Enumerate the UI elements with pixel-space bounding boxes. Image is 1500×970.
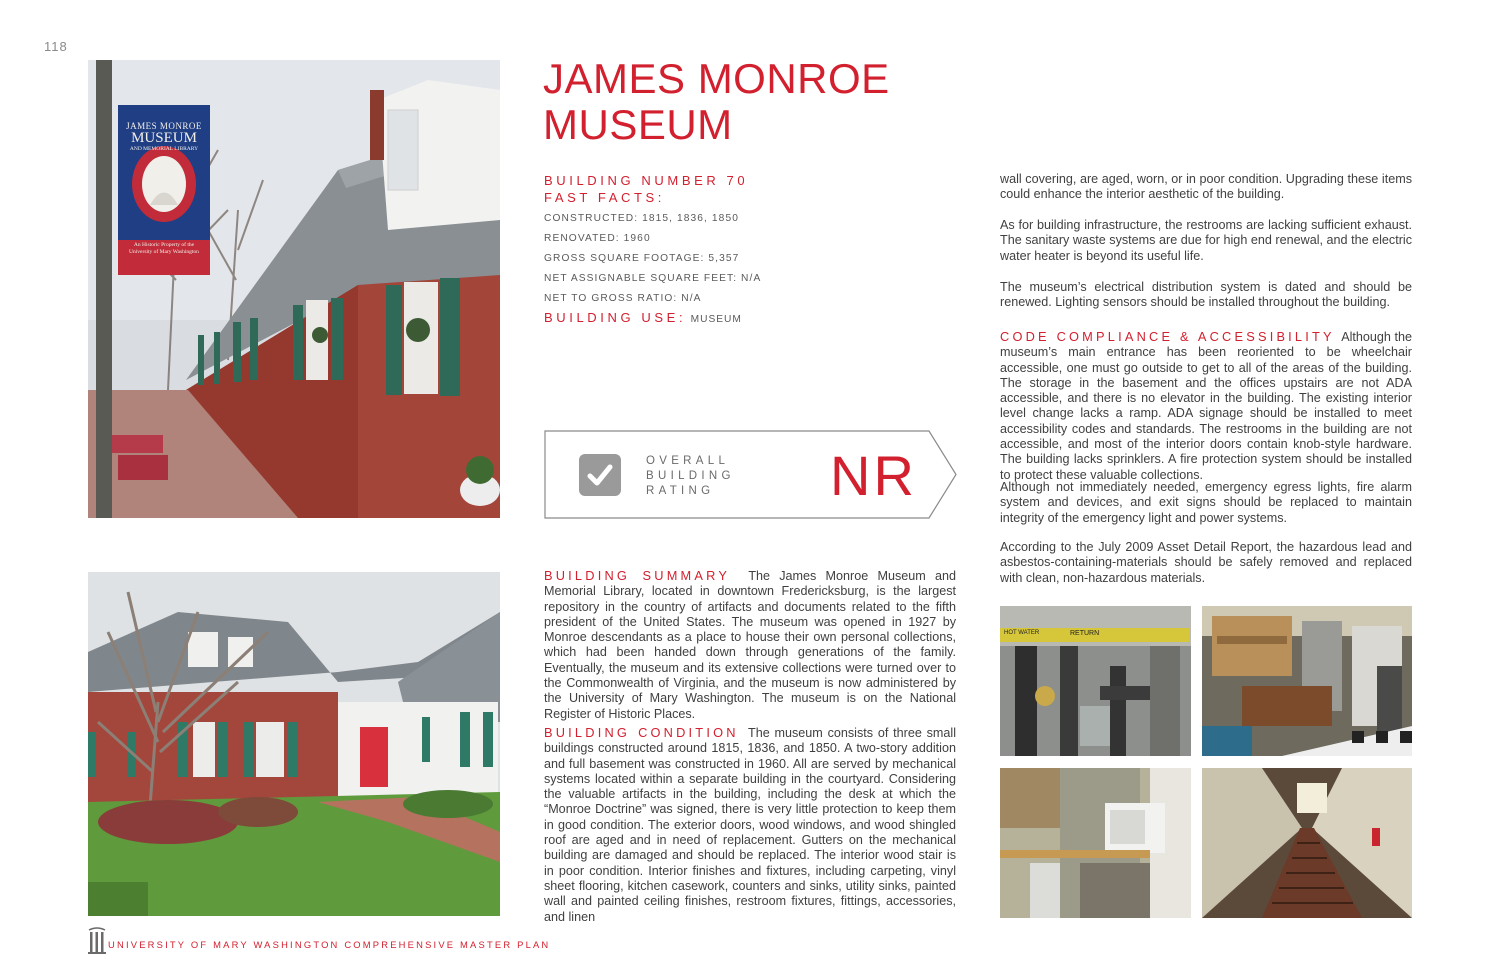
photo-kitchen-microwave: [1000, 768, 1191, 918]
photo-interior-stair: [1202, 768, 1412, 918]
banner-line-3: AND MEMORIAL LIBRARY: [129, 146, 199, 153]
building-summary: [544, 568, 956, 722]
col2-para-2: As for building infrastructure, the restrooms are lacking sufficient exhaust. The sanitary waste systems are due for high end renewal, and the electric water heater is beyond its useful life.: [1000, 218, 1412, 263]
banner-line-2: MUSEUM: [131, 130, 197, 147]
condition-lead: BUILDING CONDITION: [544, 725, 739, 740]
columns-logo-icon: [88, 926, 106, 961]
rating-label-line-1: OVERALL: [646, 455, 730, 467]
title-line-2: MUSEUM: [543, 101, 733, 148]
col2-para-3: The museum’s electrical distribution system is dated and should be renewed. Lighting sensors should be installed throughout the building.: [1000, 280, 1412, 310]
photo-mechanical-pipes: [1000, 606, 1191, 756]
fast-facts: [544, 172, 944, 329]
photo-courtyard: [88, 572, 500, 916]
building-use-value: MUSEUM: [690, 314, 742, 325]
summary-lead: BUILDING SUMMARY: [544, 568, 731, 583]
summary-text: The James Monroe Museum and Memorial Library, located in downtown Fredericksburg, is the largest repository in the country of artifacts and documents related to the fifth president of the United States. The museum was opened in 1927 by Monroe descendants as a place to house their own personal collections, which had been handed down through generations of the family. Eventually, the museum and its extensive collections were turned over to the Commonwealth of Virginia, and the museum is now administered by the University of Mary Washington. The museum is on the National Register of Historic Places.: [544, 569, 957, 721]
col2-para-5: Although not immediately needed, emergency egress lights, fire alarm system and devices, and exit signs should be replaced to maintain integrity of the emergency light and power systems.: [1000, 480, 1412, 525]
rating-label-line-2: BUILDING: [646, 470, 735, 482]
banner-line-4: An Historic Property of the: [133, 242, 195, 248]
code-compliance: [1000, 329, 1412, 483]
col2-para-6: According to the July 2009 Asset Detail Report, the hazardous lead and asbestos-containing-materials should be safely removed and replaced with clean, non-hazardous materials.: [1000, 540, 1412, 585]
fact-renovated: RENOVATED: 1960: [544, 233, 651, 244]
rating-label-line-3: RATING: [646, 485, 715, 497]
fact-constructed: CONSTRUCTED: 1815, 1836, 1850: [544, 213, 739, 224]
banner-line-5: University of Mary Washington: [129, 249, 199, 256]
condition-text: The museum consists of three small buildings constructed around 1815, 1836, and 1850. A two-story addition and full basement was constructed in 1960. All are served by mechanical systems located within a separate building in the courtyard. Considering the valuable artifacts in the building, including the desk at which the “Monroe Doctrine” was signed, there is very little protection to keep them in good condition. The exterior doors, wood windows, and wood shingled roof are aged and in need of replacement. Gutters on the mechanical building are damaged and should be replaced. The interior wood stair is in poor condition. Interior finishes and fixtures, including carpeting, vinyl sheet flooring, kitchen casework, counters and sinks, utility sinks, painted wall and painted ceiling finishes, restroom fixtures, fittings, accessories, and linen: [544, 726, 957, 924]
col2-para-1: wall covering, are aged, worn, or in poor condition. Upgrading these items could enhance the interior aesthetic of the building.: [1000, 172, 1412, 202]
fact-net-sf: NET ASSIGNABLE SQUARE FEET: N/A: [544, 273, 762, 284]
building-number: BUILDING NUMBER 70: [544, 173, 749, 188]
pipe-label-left: HOT WATER: [1004, 630, 1040, 636]
title-line-1: JAMES MONROE: [543, 55, 890, 102]
photo-exterior-banner: [88, 60, 500, 518]
pipe-label-right: RETURN: [1070, 630, 1100, 637]
rating-label: [646, 454, 735, 499]
fast-facts-heading: FAST FACTS:: [544, 190, 665, 205]
code-text: Although the museum’s main entrance has been reoriented to be wheelchair accessible, one must go outside to get to all of the areas of the building. The storage in the basement and the offices upstairs are not ADA accessible, and there is no elevator in the building. The existing interior level change lacks a ramp. ADA signage should be installed to meet accessibility codes and standards. The restrooms in the building are not accessible, and most of the interior doors contain knob-style hardware. The building lacks sprinklers. A fire protection system should be installed to protect these valuable collections.: [1000, 330, 1412, 482]
code-lead: CODE COMPLIANCE & ACCESSIBILITY: [1000, 329, 1335, 344]
banner-line-1: JAMES MONROE: [126, 121, 202, 131]
photo-storage-room: [1202, 606, 1412, 756]
checkmark-icon: [579, 454, 621, 496]
footer-text: UNIVERSITY OF MARY WASHINGTON COMPREHENSIVE MASTER PLAN: [108, 939, 551, 950]
page-title: [543, 56, 973, 148]
building-use-label: BUILDING USE:: [544, 310, 687, 325]
fact-gross-sf: GROSS SQUARE FOOTAGE: 5,357: [544, 253, 740, 264]
fact-ratio: NET TO GROSS RATIO: N/A: [544, 293, 702, 304]
building-condition: [544, 725, 956, 925]
rating-value: NR: [830, 444, 917, 507]
page-number: 118: [44, 39, 68, 54]
